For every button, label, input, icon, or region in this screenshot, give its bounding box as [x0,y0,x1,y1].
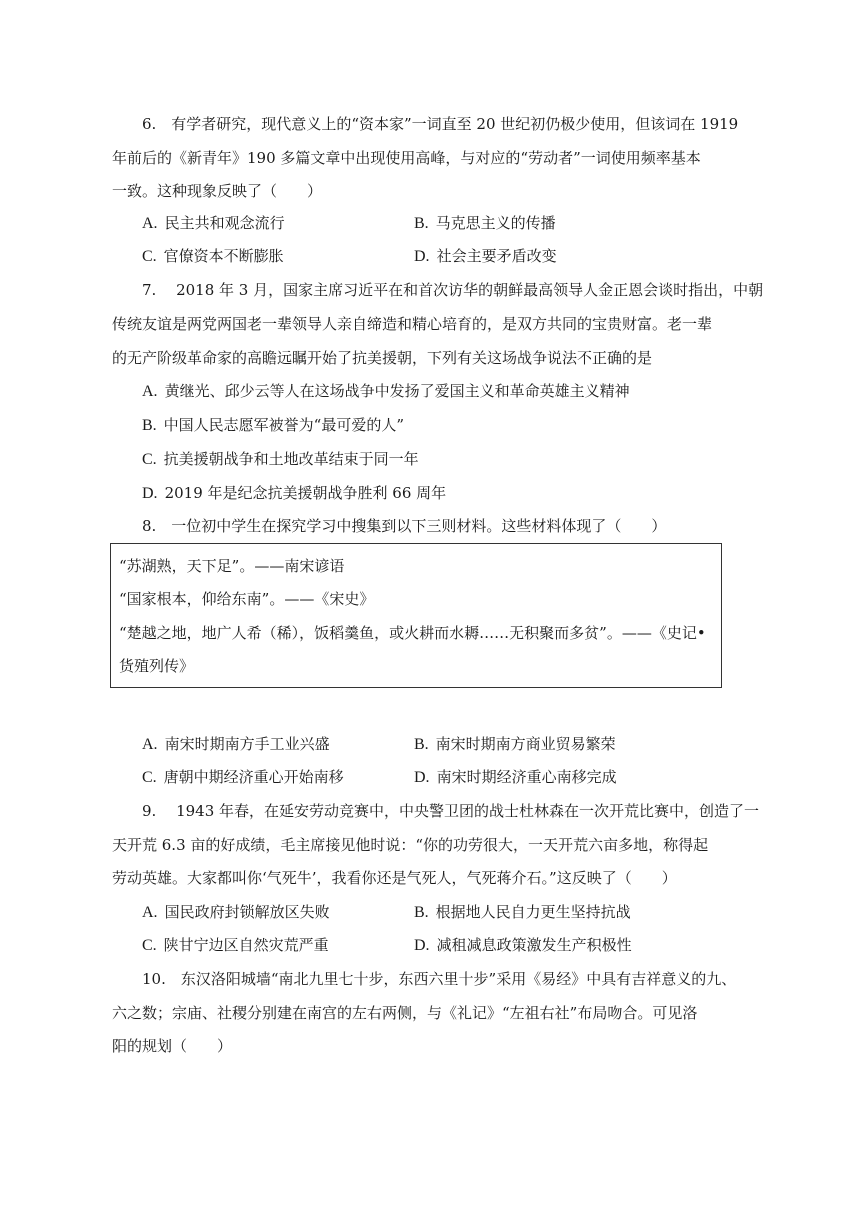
q6-option-c[interactable] [142,246,284,267]
q7-stem-line-3: 的无产阶级革命家的高瞻远瞩开始了抗美援朝，下列有关这场战争说法不正确的是 [112,349,653,367]
option-letter: D. [414,937,430,954]
q8-quote-3-cont: 货殖列传》 [119,657,195,675]
option-letter: D. [414,769,430,786]
option-letter: B. [414,215,429,232]
option-text: 南宋时期经济重心南移完成 [436,768,617,786]
option-text: 唐朝中期经济重心开始南移 [163,768,344,786]
option-letter: B. [414,736,429,753]
option-text: 根据地人民自力更生坚持抗战 [435,903,631,921]
option-letter: B. [142,417,157,434]
option-text: 黄继光、邱少云等人在这场战争中发扬了爱国主义和革命英雄主义精神 [164,382,630,400]
option-letter: C. [142,451,157,468]
option-letter: C. [142,937,157,954]
option-letter: D. [142,485,158,502]
q8-quote-2: “国家根本，仰给东南”。——《宋史》 [119,590,375,608]
option-text: 民主共和观念流行 [164,214,285,232]
q7-option-b[interactable] [142,415,404,436]
q8-option-c[interactable] [142,767,344,788]
option-letter: D. [414,248,430,265]
q8-quote-1: “苏湖熟，天下足”。——南宋谚语 [119,557,345,575]
q6-stem-line-1: 6. 有学者研究，现代意义上的“资本家”一词直至 20 世纪初仍极少使用，但该词在 1919 [142,115,739,133]
q6-option-d[interactable] [414,246,557,267]
option-letter: C. [142,248,157,265]
q9-option-b[interactable] [414,902,631,923]
option-text: 国民政府封锁解放区失败 [164,903,330,921]
option-text: 南宋时期南方手工业兴盛 [164,735,330,753]
q6-stem-line-3: 一致。这种现象反映了（ ） [112,182,323,200]
option-text: 抗美援朝战争和土地改革结束于同一年 [163,450,419,468]
q9-stem-line-3: 劳动英雄。大家都叫你‘气死牛’，我看你还是气死人，气死蒋介石。”这反映了（ ） [112,869,677,887]
option-text: 2019 年是纪念抗美援朝战争胜利 66 周年 [164,484,447,502]
q7-option-d[interactable] [142,483,446,504]
q6-option-b[interactable] [414,213,556,234]
option-letter: C. [142,769,157,786]
option-text: 减租减息政策激发生产积极性 [436,936,632,954]
q9-stem-line-1: 9. 1943 年春，在延安劳动竞赛中，中央警卫团的战士杜林森在一次开荒比赛中，创造了一 [142,802,760,820]
option-text: 社会主要矛盾改变 [436,247,557,265]
option-letter: A. [142,736,158,753]
q7-stem-line-1: 7. 2018 年 3 月，国家主席习近平在和首次访华的朝鲜最高领导人金正恩会谈时指出，中朝 [142,281,764,299]
q8-quote-3: “楚越之地，地广人希（稀），饭稻羹鱼，或火耕而水耨……无积聚而多贫”。——《史记• [119,624,706,642]
q9-option-a[interactable] [142,902,330,923]
option-letter: B. [414,904,429,921]
option-text: 官僚资本不断膨胀 [163,247,284,265]
q10-stem-line-1: 10. 东汉洛阳城墙“南北九里七十步，东西六里十步”采用《易经》中具有吉祥意义的九、 [142,970,737,988]
option-letter: A. [142,383,158,400]
option-letter: A. [142,215,158,232]
q10-stem-line-2: 六之数；宗庙、社稷分别建在南宫的左右两侧，与《礼记》“左祖右社”布局吻合。可见洛 [112,1004,698,1022]
option-text: 马克思主义的传播 [435,214,556,232]
q7-option-a[interactable] [142,381,630,402]
q6-stem-line-2: 年前后的《新青年》190 多篇文章中出现使用高峰，与对应的“劳动者”一词使用频率基本 [112,149,701,167]
q10-stem-line-3: 阳的规划（ ） [112,1037,233,1055]
q9-option-c[interactable] [142,935,329,956]
q9-option-d[interactable] [414,935,632,956]
q8-material-box [110,543,722,688]
q8-stem-line-1: 8. 一位初中学生在探究学习中搜集到以下三则材料。这些材料体现了（ ） [142,517,667,535]
q7-option-c[interactable] [142,449,419,470]
option-text: 中国人民志愿军被誉为“最可爱的人” [163,416,405,434]
option-letter: A. [142,904,158,921]
option-text: 陕甘宁边区自然灾荒严重 [163,936,329,954]
q8-option-d[interactable] [414,767,617,788]
q6-option-a[interactable] [142,213,285,234]
option-text: 南宋时期南方商业贸易繁荣 [435,735,616,753]
q7-stem-line-2: 传统友谊是两党两国老一辈领导人亲自缔造和精心培育的，是双方共同的宝贵财富。老一辈 [112,315,713,333]
q9-stem-line-2: 天开荒 6.3 亩的好成绩，毛主席接见他时说：“你的功劳很大，一天开荒六亩多地，称得起 [112,836,709,854]
q8-option-a[interactable] [142,734,330,755]
q8-option-b[interactable] [414,734,616,755]
